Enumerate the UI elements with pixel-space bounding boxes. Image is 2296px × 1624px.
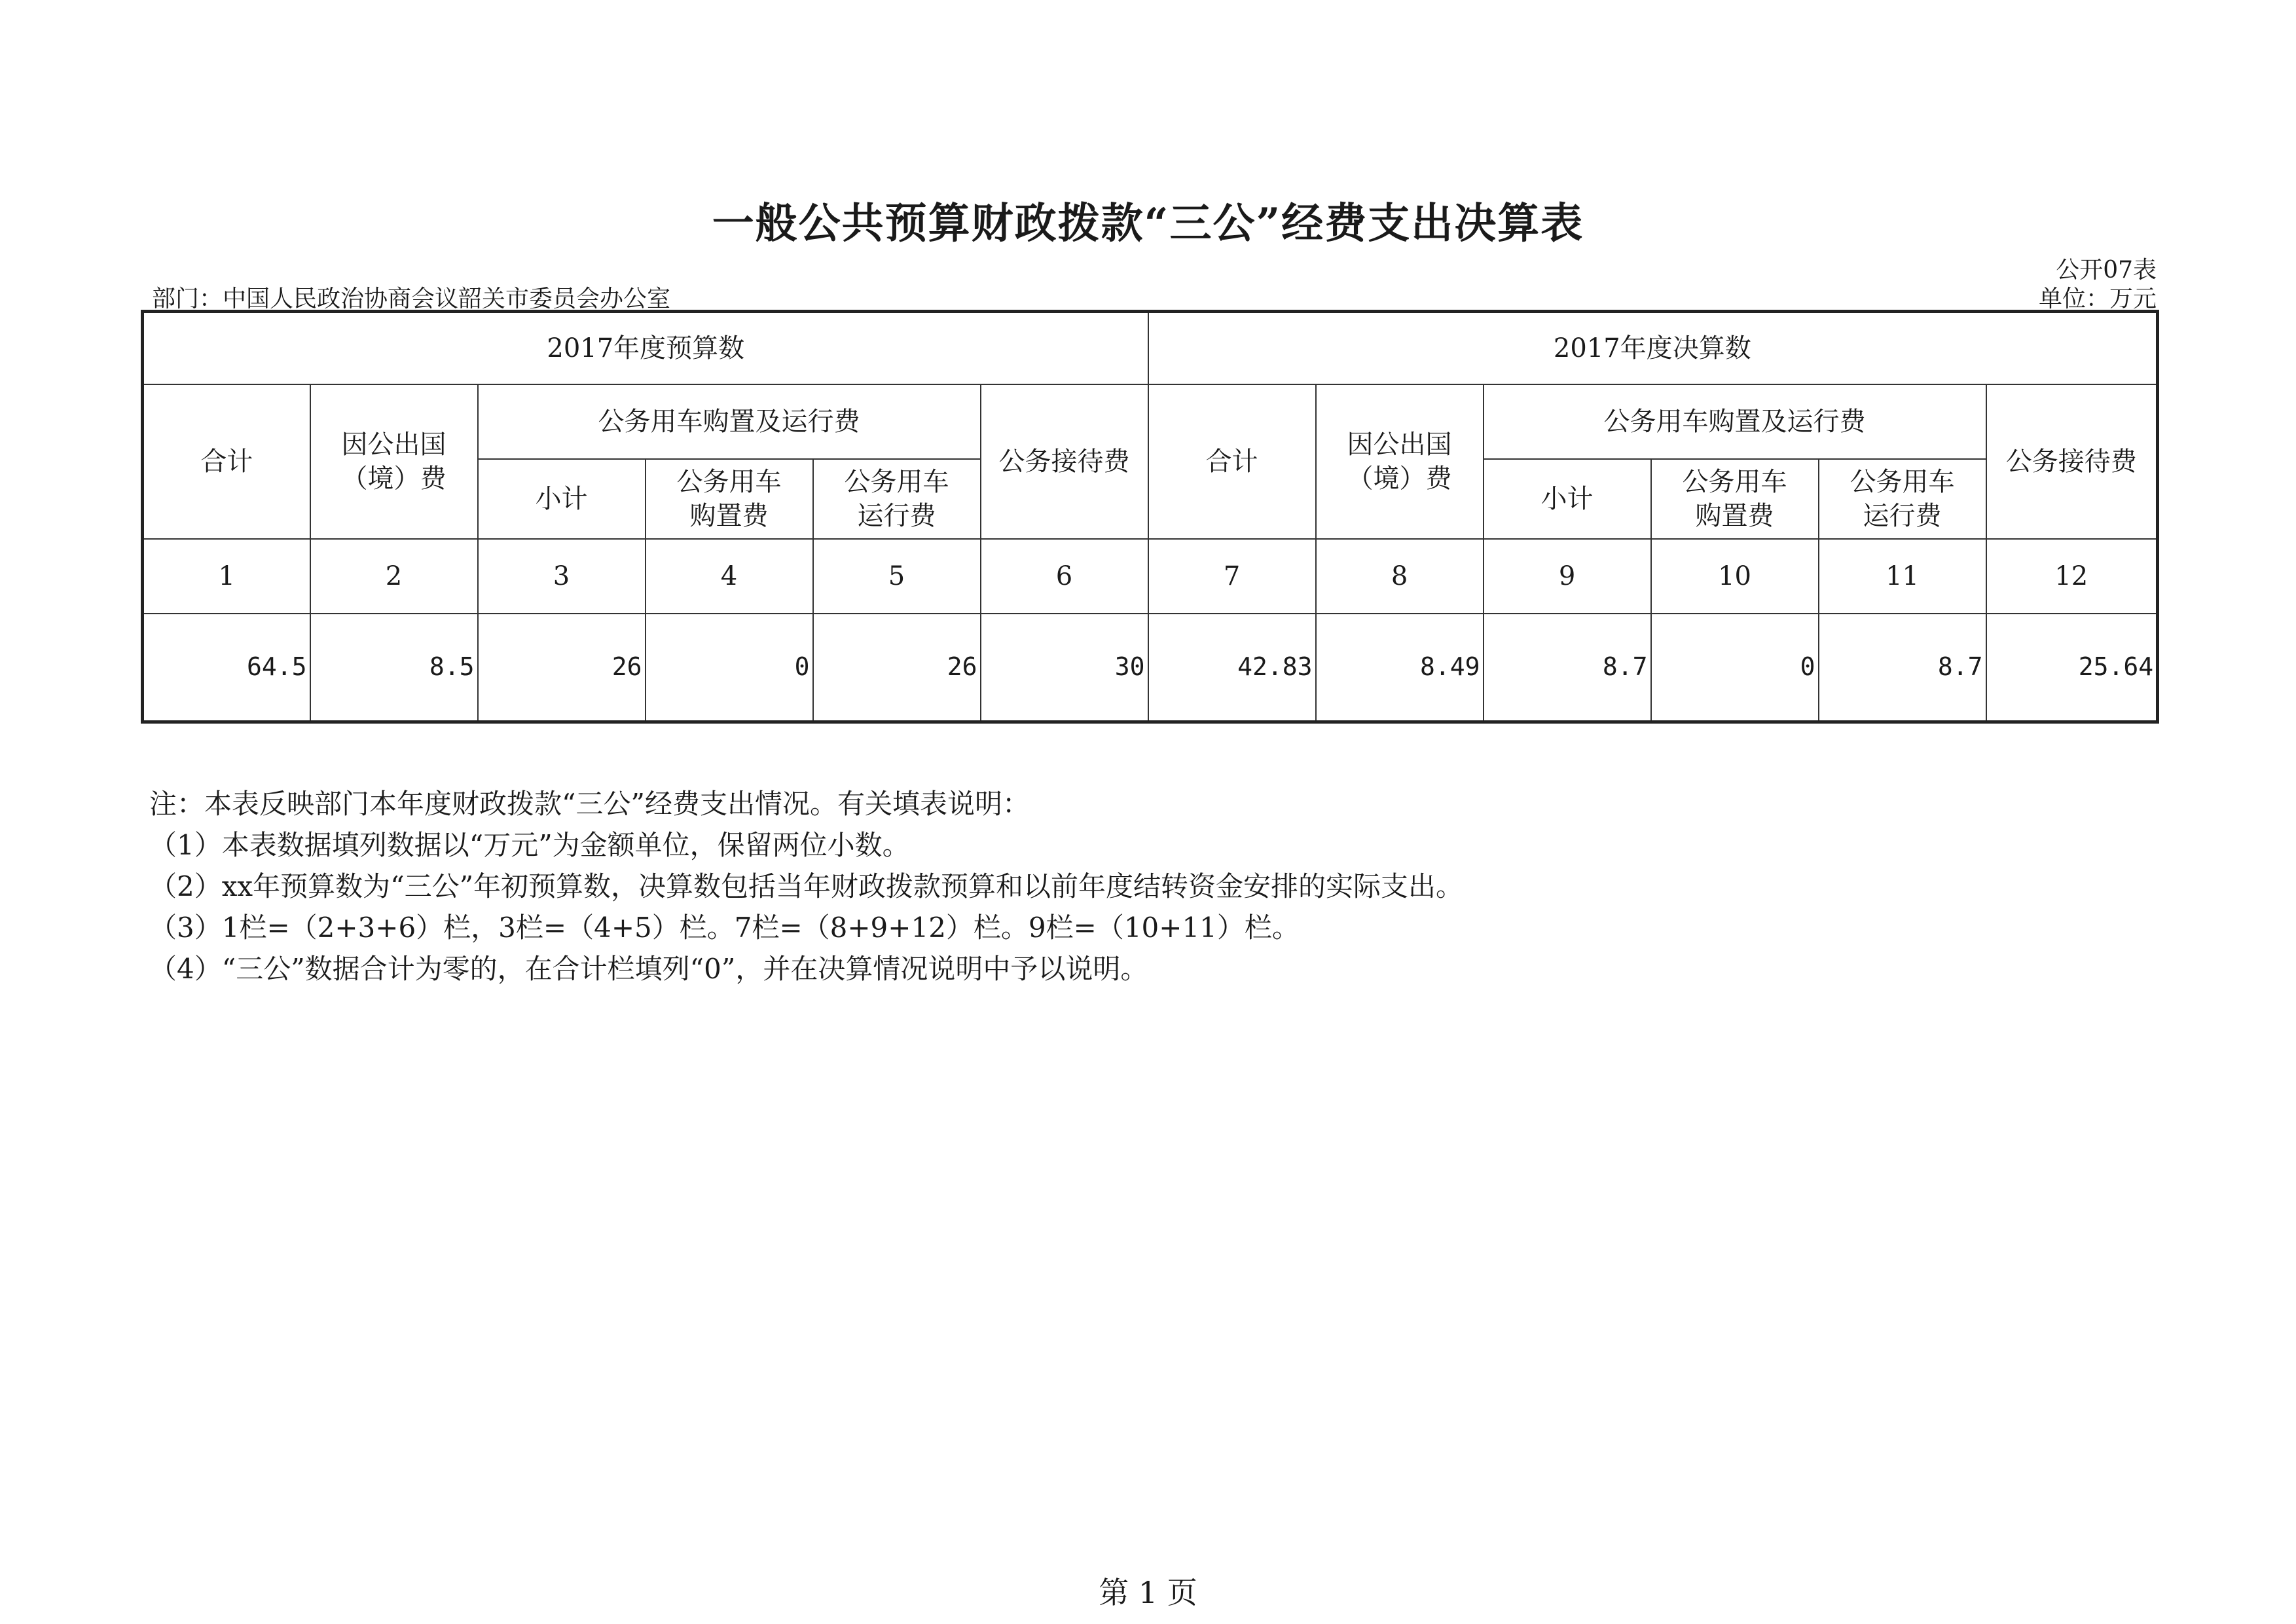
value-cell: 0 bbox=[646, 614, 813, 722]
final-total-header: 合计 bbox=[1148, 384, 1316, 539]
budget-abroad-header: 因公出国 （境）费 bbox=[310, 384, 478, 539]
value-cell: 25.64 bbox=[1986, 614, 2158, 722]
column-number: 11 bbox=[1819, 539, 1986, 614]
column-number: 2 bbox=[310, 539, 478, 614]
three-public-expense-table bbox=[141, 310, 2159, 724]
column-number: 6 bbox=[981, 539, 1148, 614]
note-line: （1）本表数据填列数据以“万元”为金额单位，保留两位小数。 bbox=[149, 829, 910, 861]
note-line: 注：本表反映部门本年度财政拨款“三公”经费支出情况。有关填表说明： bbox=[149, 788, 1030, 820]
column-number: 9 bbox=[1484, 539, 1651, 614]
page-number: 第 1 页 bbox=[1099, 1575, 1197, 1610]
budget-reception-header: 公务接待费 bbox=[981, 384, 1148, 539]
value-cell: 8.7 bbox=[1484, 614, 1651, 722]
note-line: （2）xx年预算数为“三公”年初预算数，决算数包括当年财政拨款预算和以前年度结转资金安排的实际支出。 bbox=[149, 870, 1464, 902]
final-vehicle-group-header: 公务用车购置及运行费 bbox=[1484, 384, 1986, 459]
note-line: （3）1栏=（2+3+6）栏，3栏=（4+5）栏。7栏=（8+9+12）栏。9栏=（10+11）栏。 bbox=[149, 912, 1300, 944]
final-subtotal-header: 小计 bbox=[1484, 459, 1651, 539]
column-number: 10 bbox=[1651, 539, 1819, 614]
value-cell: 8.49 bbox=[1316, 614, 1484, 722]
value-row bbox=[143, 614, 2158, 722]
budget-operation-header: 公务用车 运行费 bbox=[813, 459, 981, 539]
budget-total-header: 合计 bbox=[143, 384, 310, 539]
column-number: 4 bbox=[646, 539, 813, 614]
form-number: 公开07表 bbox=[2056, 257, 2157, 284]
budget-group-header: 2017年度预算数 bbox=[143, 312, 1148, 385]
final-reception-header: 公务接待费 bbox=[1986, 384, 2158, 539]
value-cell: 26 bbox=[813, 614, 981, 722]
document-title: 一般公共预算财政拨款“三公”经费支出决算表 bbox=[712, 199, 1584, 248]
final-group-header: 2017年度决算数 bbox=[1148, 312, 2158, 385]
final-abroad-header: 因公出国 （境）费 bbox=[1316, 384, 1484, 539]
unit-label: 单位：万元 bbox=[2038, 286, 2157, 312]
department-label: 部门：中国人民政治协商会议韶关市委员会办公室 bbox=[152, 286, 671, 312]
value-cell: 8.5 bbox=[310, 614, 478, 722]
value-cell: 64.5 bbox=[143, 614, 310, 722]
column-number-row bbox=[143, 539, 2158, 614]
final-operation-header: 公务用车 运行费 bbox=[1819, 459, 1986, 539]
column-number: 3 bbox=[478, 539, 646, 614]
final-purchase-header: 公务用车 购置费 bbox=[1651, 459, 1819, 539]
note-line: （4）“三公”数据合计为零的，在合计栏填列“0”，并在决算情况说明中予以说明。 bbox=[149, 953, 1148, 985]
column-number: 8 bbox=[1316, 539, 1484, 614]
value-cell: 0 bbox=[1651, 614, 1819, 722]
column-number: 5 bbox=[813, 539, 981, 614]
column-number: 1 bbox=[143, 539, 310, 614]
value-cell: 30 bbox=[981, 614, 1148, 722]
budget-vehicle-group-header: 公务用车购置及运行费 bbox=[478, 384, 981, 459]
value-cell: 42.83 bbox=[1148, 614, 1316, 722]
value-cell: 26 bbox=[478, 614, 646, 722]
budget-purchase-header: 公务用车 购置费 bbox=[646, 459, 813, 539]
budget-subtotal-header: 小计 bbox=[478, 459, 646, 539]
column-number: 7 bbox=[1148, 539, 1316, 614]
notes-section bbox=[149, 783, 1463, 989]
column-number: 12 bbox=[1986, 539, 2158, 614]
value-cell: 8.7 bbox=[1819, 614, 1986, 722]
